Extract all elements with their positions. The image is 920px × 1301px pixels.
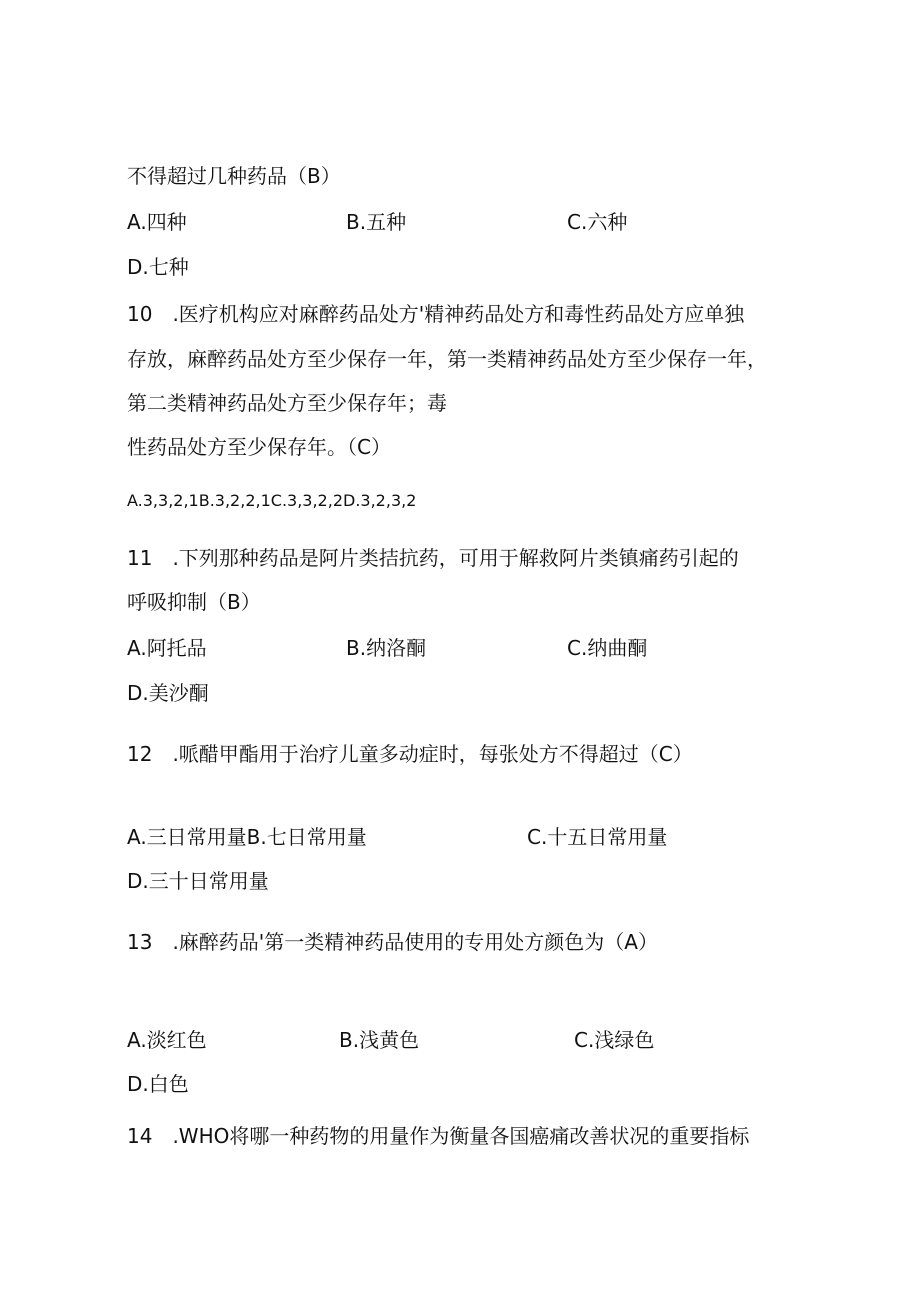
question-12-option-ab: A.三日常用量B.七日常用量 bbox=[127, 825, 367, 849]
question-11-option-d: D.美沙酮 bbox=[127, 681, 209, 705]
question-9-stem: 不得超过几种药品（B） bbox=[127, 164, 341, 188]
question-11-line-1: 11 .下列那种药品是阿片类拮抗药，可用于解救阿片类镇痛药引起的 bbox=[127, 546, 739, 570]
question-9-option-b: B.五种 bbox=[346, 210, 407, 234]
question-11-option-b: B.纳洛酮 bbox=[346, 636, 427, 660]
question-12-line-1: 12 .哌醋甲酯用于治疗儿童多动症时，每张处方不得超过（C） bbox=[127, 742, 693, 766]
question-10-options: A.3,3,2,1B.3,2,2,1C.3,3,2,2D.3,2,3,2 bbox=[127, 491, 417, 510]
question-13-option-b: B.浅黄色 bbox=[339, 1028, 420, 1052]
question-10-line-1: 10 .医疗机构应对麻醉药品处方'精神药品处方和毒性药品处方应单独 bbox=[127, 302, 745, 326]
question-13-option-d: D.白色 bbox=[127, 1072, 189, 1096]
question-11-line-2: 呼吸抑制（B） bbox=[127, 590, 261, 614]
question-13-line-1: 13 .麻醉药品'第一类精神药品使用的专用处方颜色为（A） bbox=[127, 930, 658, 954]
question-12-option-d: D.三十日常用量 bbox=[127, 869, 269, 893]
question-9-option-d: D.七种 bbox=[127, 255, 189, 279]
question-10-line-2: 存放，麻醉药品处方至少保存一年，第一类精神药品处方至少保存一年， bbox=[127, 347, 767, 371]
question-10-line-3: 第二类精神药品处方至少保存年；毒 bbox=[127, 391, 447, 415]
question-11-option-a: A.阿托品 bbox=[127, 636, 207, 660]
question-14-line-1: 14 .WHO将哪一种药物的用量作为衡量各国癌痛改善状况的重要指标 bbox=[127, 1124, 750, 1148]
question-10-line-4: 性药品处方至少保存年。（C） bbox=[127, 435, 391, 459]
question-13-option-a: A.淡红色 bbox=[127, 1028, 207, 1052]
question-11-option-c: C.纳曲酮 bbox=[567, 636, 648, 660]
question-12-option-c: C.十五日常用量 bbox=[527, 825, 668, 849]
question-9-option-c: C.六种 bbox=[567, 210, 628, 234]
question-9-option-a: A.四种 bbox=[127, 210, 187, 234]
question-13-option-c: C.浅绿色 bbox=[574, 1028, 655, 1052]
